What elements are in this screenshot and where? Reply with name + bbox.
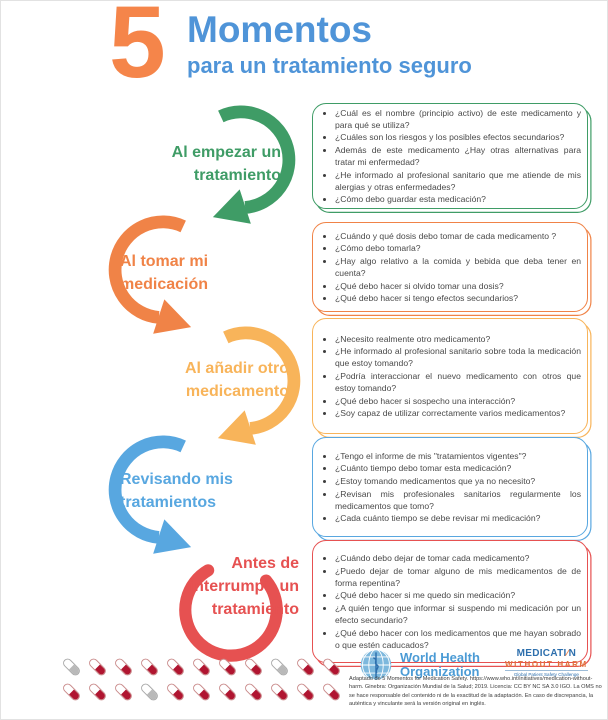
question-item: • Además de este medicamento ¿Hay otras alternativas para tratar mi enfermedad? <box>335 144 581 168</box>
pill-row <box>67 682 336 702</box>
pill-capsule-icon <box>139 682 160 703</box>
questions-box <box>312 540 588 663</box>
pill-capsule-icon <box>165 657 186 678</box>
section-label: Al añadir otro medicamento <box>184 360 289 401</box>
question-item: • ¿Podría interaccionar el nuevo medicamento con otros que estoy tomando? <box>335 370 581 394</box>
pill-capsule-icon <box>295 682 316 703</box>
pill-capsule-icon <box>61 682 82 703</box>
page-title: Momentos <box>187 9 372 50</box>
pill-capsule-icon <box>269 657 290 678</box>
question-item: • ¿Cuánto tiempo debo tomar esta medicación? <box>335 462 581 474</box>
question-item: • ¿He informado al profesional sanitario sobre toda la medicación que estoy tomando? <box>335 345 581 369</box>
question-item: • ¿Cuál es el nombre (principio activo) de este medicamento y para qué se utiliza? <box>335 107 581 131</box>
question-item: • ¿Qué debo hacer con los medicamentos que me hayan sobrado o que estén caducados? <box>335 627 581 651</box>
slash-icon: ∕ <box>566 648 569 659</box>
pill-capsule-icon <box>113 682 134 703</box>
who-logo-text: World Health Organization <box>400 650 480 679</box>
page-subtitle: para un tratamiento seguro <box>187 53 472 78</box>
question-item: • ¿Cuándo y qué dosis debo tomar de cada medicamento ? <box>335 230 581 242</box>
question-list <box>313 547 587 656</box>
question-list <box>313 224 587 309</box>
question-item: • ¿Cuáles son los riesgos y los posibles efectos secundarios? <box>335 131 581 143</box>
question-item: • ¿He informado al profesional sanitario que me atiende de mis alergias y otras enfermedades? <box>335 169 581 193</box>
question-list <box>313 327 587 424</box>
question-item: • ¿Cómo debo tomarla? <box>335 242 581 254</box>
pill-row <box>67 657 336 677</box>
pill-capsule-icon <box>243 657 264 678</box>
pill-capsule-icon <box>321 682 342 703</box>
section-label: Al empezar un tratamiento <box>171 144 281 185</box>
question-item: • ¿Soy capaz de utilizar correctamente varios medicamentos? <box>335 407 581 419</box>
pill-capsule-icon <box>61 657 82 678</box>
questions-box <box>312 318 588 434</box>
pill-capsule-icon <box>165 682 186 703</box>
mwh-logo-line2: WITHOUT HARM <box>505 659 588 669</box>
pill-capsule-icon <box>191 657 212 678</box>
pill-capsule-icon <box>139 657 160 678</box>
question-item: • ¿Qué debo hacer si tengo efectos secundarios? <box>335 292 581 304</box>
section-label: Antes de interrumpir un tratamiento <box>189 555 299 619</box>
question-item: • ¿A quién tengo que informar si suspendo mi medicación por un efecto secundario? <box>335 602 581 626</box>
pill-capsule-icon <box>87 657 108 678</box>
big-number-5: 5 <box>109 0 164 99</box>
question-item: • ¿Puedo dejar de tomar alguno de mis medicamentos de de forma repentina? <box>335 565 581 589</box>
pill-capsule-icon <box>87 682 108 703</box>
question-item: • ¿Qué debo hacer si sospecho una interacción? <box>335 395 581 407</box>
mwh-logo-tagline: Global Patient Safety Challenge <box>505 670 588 677</box>
attribution-text: Adaptado de 5 Momentos for Medication Safety. https://www.who.int/initiatives/medication-without-harm. Ginebra: Organización Mundial de la Salud; 2019. Licencia: CC BY NC SA 3.0 IGO. La OMS no se hace responsable del contenido ni de la exactitud de la adaptación. En caso de discrepancia, la auténtica y vinculante será la versión original en inglés. <box>349 676 602 708</box>
pill-capsule-icon <box>269 682 290 703</box>
pill-capsule-icon <box>113 657 134 678</box>
question-item: • ¿Revisan mis profesionales sanitarios regularmente los medicamentos que tomo? <box>335 488 581 512</box>
medication-without-harm-logo <box>505 648 588 677</box>
pill-capsule-icon <box>295 657 316 678</box>
question-item: • ¿Qué debo hacer si olvido tomar una dosis? <box>335 280 581 292</box>
questions-box <box>312 437 588 537</box>
pill-capsule-icon <box>191 682 212 703</box>
mwh-logo-line1: MEDICATI∕N <box>516 648 577 659</box>
pill-capsule-icon <box>217 682 238 703</box>
question-list <box>313 444 587 529</box>
question-item: • ¿Estoy tomando medicamentos que ya no necesito? <box>335 475 581 487</box>
question-item: • ¿Tengo el informe de mis "tratamientos vigentes"? <box>335 450 581 462</box>
question-list <box>313 101 587 210</box>
pill-capsule-icon <box>217 657 238 678</box>
questions-box <box>312 222 588 312</box>
section-label: Revisando mis tratamientos <box>120 471 233 512</box>
question-item: • ¿Necesito realmente otro medicamento? <box>335 333 581 345</box>
pill-capsule-icon <box>243 682 264 703</box>
questions-box <box>312 103 588 209</box>
question-item: • ¿Qué debo hacer si me quedo sin medicación? <box>335 589 581 601</box>
question-item: • ¿Cada cuánto tiempo se debe revisar mi medicación? <box>335 512 581 524</box>
section-label: Al tomar mi medicación <box>120 253 209 294</box>
question-item: • ¿Cómo debo guardar esta medicación? <box>335 193 581 205</box>
question-item: • ¿Cuándo debo dejar de tomar cada medicamento? <box>335 552 581 564</box>
question-item: • ¿Hay algo relativo a la comida y bebida que deba tener en cuenta? <box>335 255 581 279</box>
